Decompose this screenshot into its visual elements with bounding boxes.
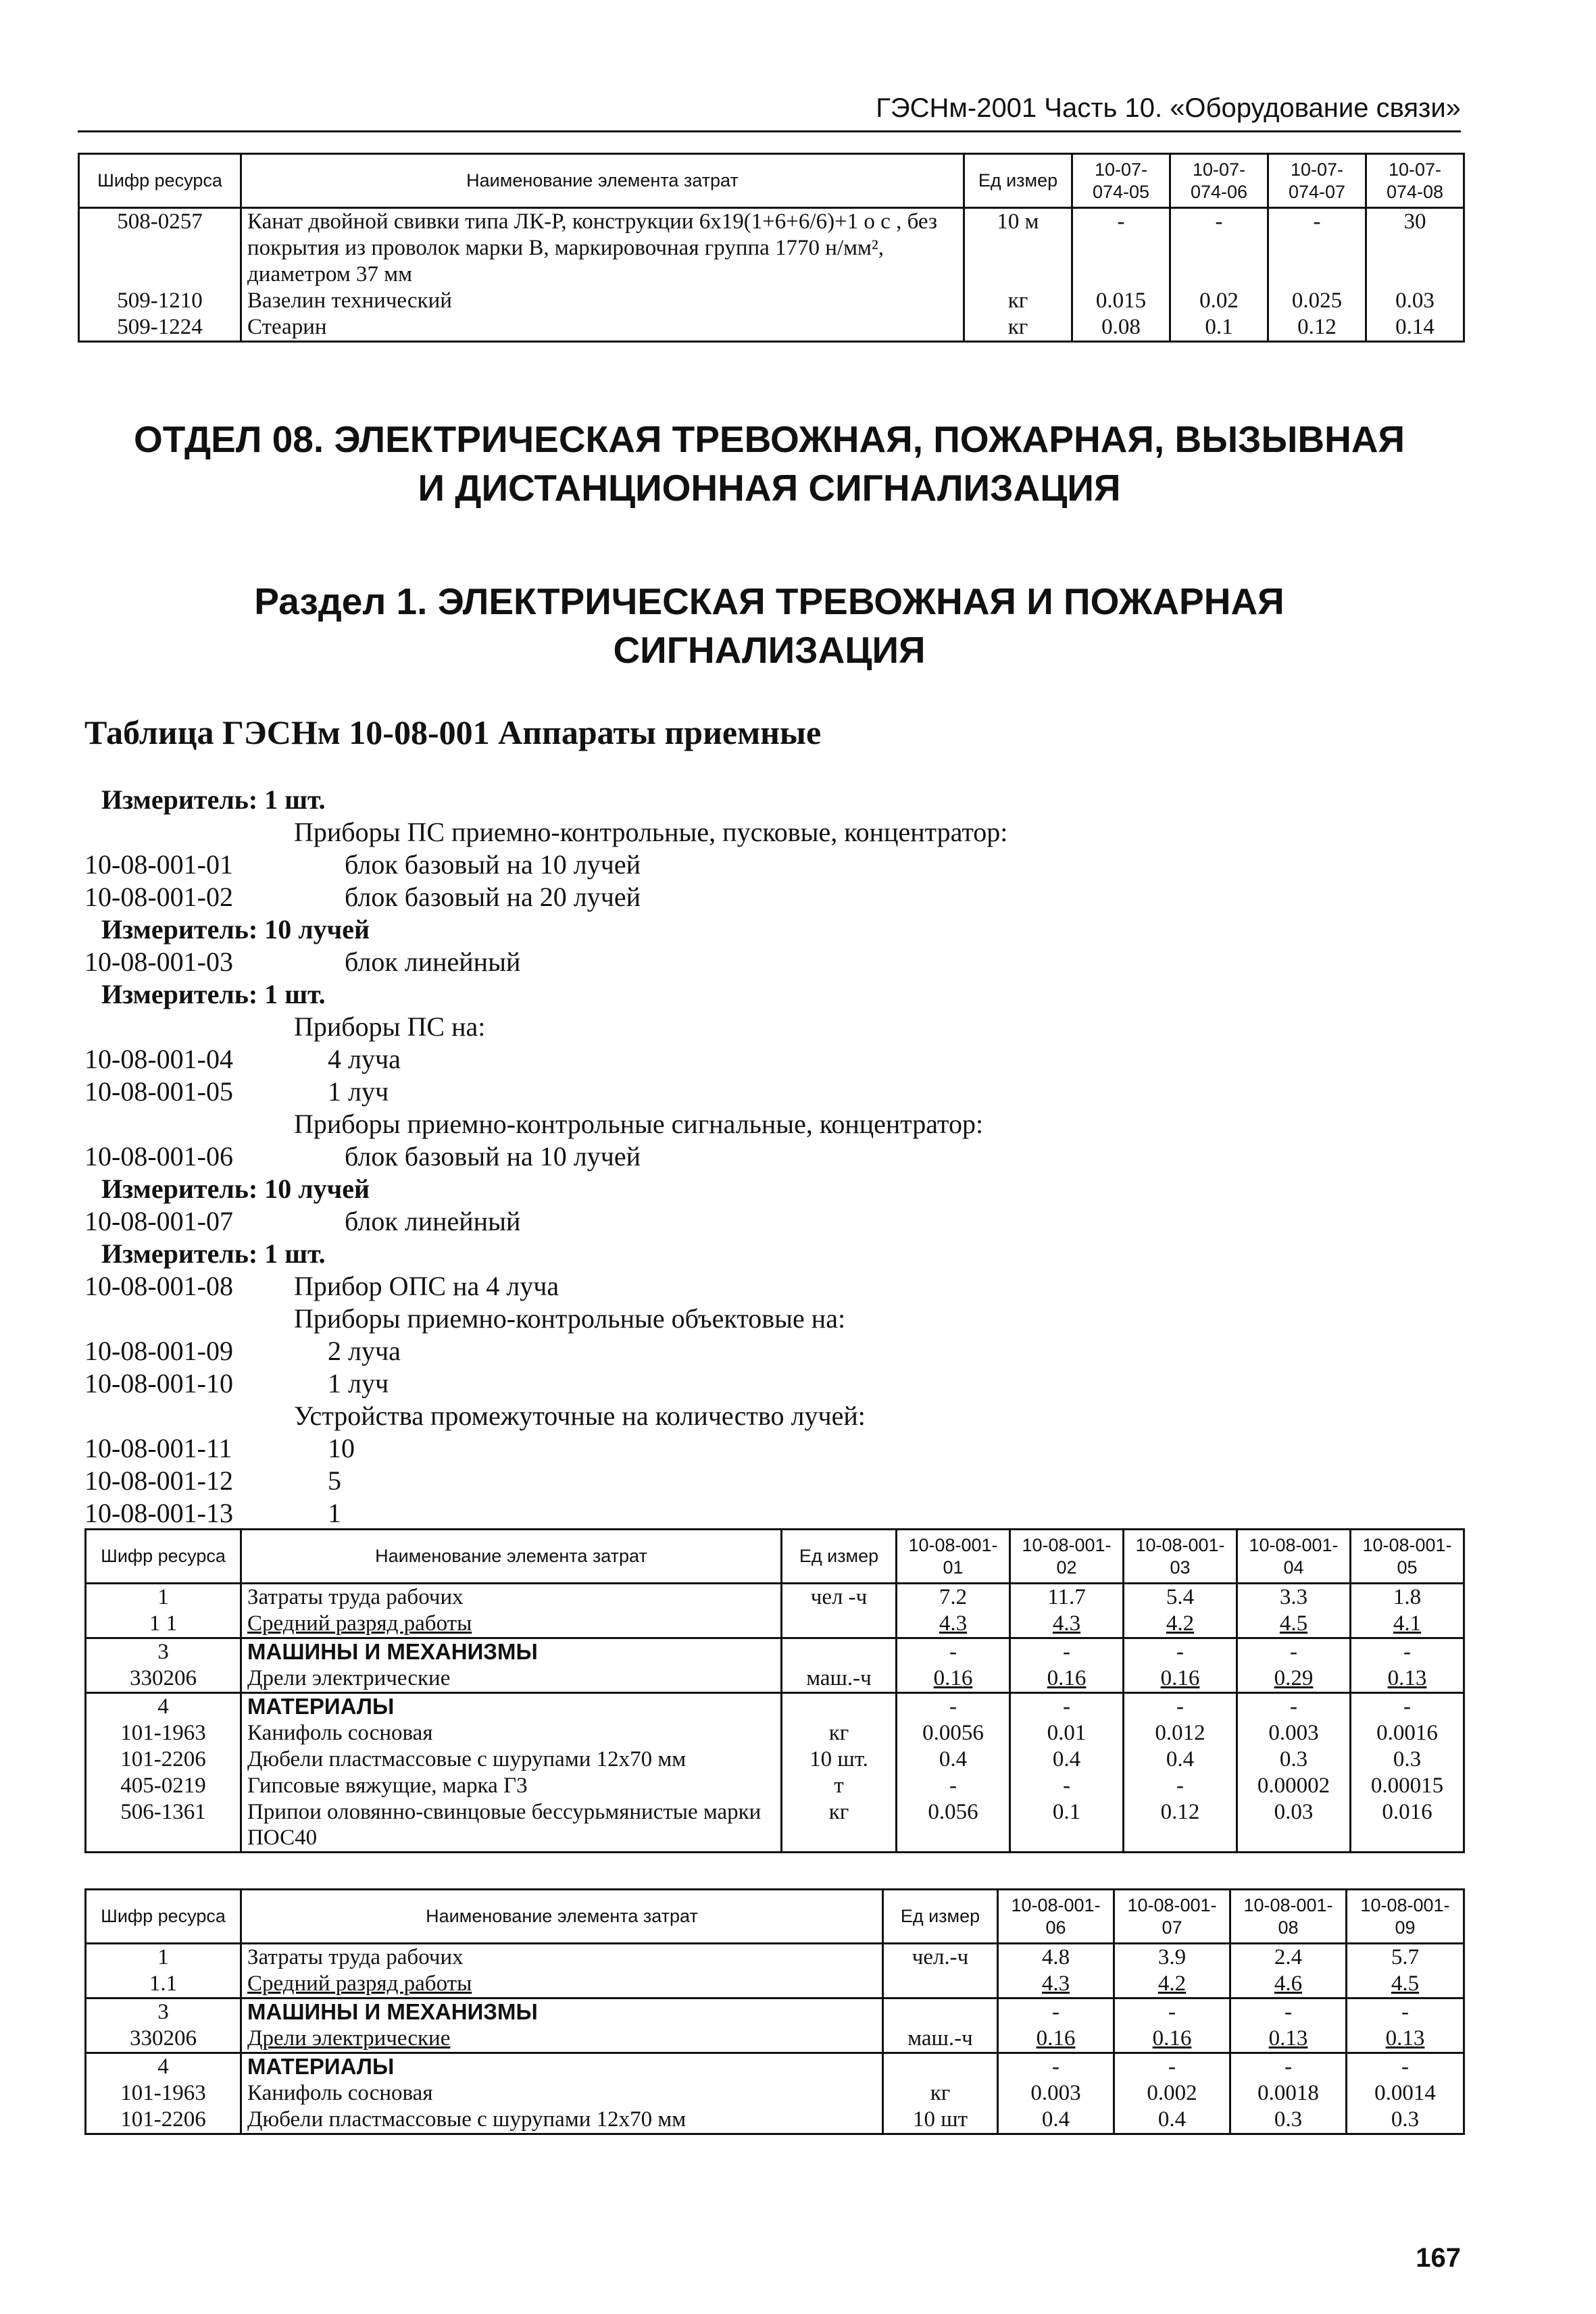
work-description: 1 [328,1498,341,1528]
resource-name: Затраты труда рабочих [241,1944,883,1971]
value-cell: 4.3 [897,1611,1010,1638]
unit: кг [964,288,1072,314]
value-cell: - [897,1773,1010,1799]
value-cell: 5.7 [1347,1944,1464,1971]
value-cell: 0.003 [1237,1720,1351,1746]
value-cell: - [998,1998,1114,2025]
value-cell: 0.002 [1114,2080,1230,2107]
resource-code: 4 [86,2053,241,2080]
table-row [86,1584,1464,1611]
value-cell: 0.08 [1072,314,1170,341]
work-code: 10-08-001-07 [84,1206,233,1236]
value-cell: - [897,1638,1010,1665]
value-cell: - [1124,1692,1237,1719]
resource-name: МАШИНЫ И МЕХАНИЗМЫ [241,1998,883,2025]
unit: 10 шт. [782,1746,897,1773]
unit [883,1971,998,1998]
value-cell: 0.12 [1268,314,1366,341]
value-cell: 5.4 [1124,1584,1237,1611]
value-cell: 4.2 [1114,1971,1230,1998]
measure-line: Измеритель: 1 шт. [101,979,326,1009]
value-cell: 0.4 [998,2107,1114,2134]
value-cell: 0.29 [1237,1665,1351,1692]
table-row [86,1638,1464,1665]
unit [782,1638,897,1665]
work-description: блок линейный [345,947,521,977]
value-cell: 0.12 [1124,1799,1237,1853]
value-cell: 7.2 [897,1584,1010,1611]
resource-name: МАТЕРИАЛЫ [241,2053,883,2080]
resource-table-b [84,1888,1465,2135]
value-cell: 0.012 [1124,1720,1237,1746]
resource-name: Дюбели пластмассовые с шурупами 12х70 мм [241,2107,883,2134]
value-cell: - [1230,1998,1347,2025]
resource-name: МАТЕРИАЛЫ [241,1692,782,1719]
work-description: 2 луча [328,1336,401,1366]
unit: т [782,1773,897,1799]
table-row [86,2080,1464,2107]
table-row [86,1971,1464,1998]
column-header: 10-08-001-06 [998,1890,1114,1944]
column-header: 10-08-001-09 [1347,1890,1464,1944]
value-cell: 0.003 [998,2080,1114,2107]
column-header: 10-07-074-06 [1170,154,1268,208]
value-cell: - [1347,1998,1464,2025]
value-cell: - [1351,1692,1464,1719]
column-header: 10-08-001-08 [1230,1890,1347,1944]
resource-name: Дюбели пластмассовые с шурупами 12х70 мм [241,1746,782,1773]
value-cell: - [1347,2053,1464,2080]
table-row [79,314,1464,341]
value-cell: 4.6 [1230,1971,1347,1998]
work-code: 10-08-001-10 [84,1368,233,1399]
resource-table-top [78,153,1465,343]
resource-name: МАШИНЫ И МЕХАНИЗМЫ [241,1638,782,1665]
column-header: Шифр ресурса [86,1530,241,1584]
work-description: 5 [328,1465,341,1496]
value-cell: 0.025 [1268,288,1366,314]
value-cell: 0.4 [1010,1746,1124,1773]
group-heading: Приборы приемно-контрольные сигнальные, концентратор: [294,1109,984,1139]
work-code: 10-08-001-08 [84,1271,233,1301]
work-code: 10-08-001-13 [84,1498,233,1528]
value-cell: 0.02 [1170,288,1268,314]
column-header: Ед измер [883,1890,998,1944]
value-cell: 0.3 [1230,2107,1347,2134]
table-row [86,1998,1464,2025]
group-heading: Приборы ПС приемно-контрольные, пусковые, концентратор: [294,817,1008,847]
resource-code: 1 1 [86,1611,241,1638]
table-row [86,1720,1464,1746]
column-header: Наименование элемента затрат [241,154,964,208]
column-header: Ед измер [964,154,1072,208]
column-header: 10-08-001-05 [1351,1530,1464,1584]
page-number: 167 [1416,2243,1461,2273]
value-cell: 4.3 [998,1971,1114,1998]
resource-name: Затраты труда рабочих [241,1584,782,1611]
unit: 10 м [964,208,1072,288]
work-description: блок базовый на 10 лучей [345,1141,641,1172]
resource-code: 506-1361 [86,1799,241,1853]
value-cell: 0.16 [1114,2026,1230,2053]
value-cell: 4.5 [1347,1971,1464,1998]
resource-table-a [84,1528,1465,1853]
value-cell: 0.16 [897,1665,1010,1692]
column-header: 10-07-074-07 [1268,154,1366,208]
column-header: 10-08-001-02 [1010,1530,1124,1584]
value-cell: - [1230,2053,1347,2080]
value-cell: - [1114,1998,1230,2025]
resource-name: Канифоль сосновая [241,1720,782,1746]
value-cell: 0.13 [1347,2026,1464,2053]
value-cell: - [1010,1638,1124,1665]
work-description: 10 [328,1433,355,1463]
value-cell: 0.4 [897,1746,1010,1773]
work-description: 1 луч [328,1368,389,1399]
value-cell: 1.8 [1351,1584,1464,1611]
unit [782,1692,897,1719]
unit: кг [964,314,1072,341]
value-cell: - [1010,1692,1124,1719]
column-header: 10-08-001-04 [1237,1530,1351,1584]
resource-code: 330206 [86,2026,241,2053]
unit: 10 шт [883,2107,998,2134]
section-title [78,578,1461,674]
work-code: 10-08-001-06 [84,1141,233,1172]
value-cell: 0.3 [1237,1746,1351,1773]
resource-name: Припои оловянно-свинцовые бессурьмянистые марки ПОС40 [241,1799,782,1853]
value-cell: - [1351,1638,1464,1665]
value-cell: 0.16 [1010,1665,1124,1692]
value-cell: 0.03 [1366,288,1464,314]
work-code: 10-08-001-03 [84,947,233,977]
resource-code: 3 [86,1638,241,1665]
work-code: 10-08-001-09 [84,1336,233,1366]
table-row [86,2107,1464,2134]
work-description: блок базовый на 20 лучей [345,882,641,912]
group-heading: Устройства промежуточные на количество лучей: [294,1401,866,1431]
section-title-line: Раздел 1. ЭЛЕКТРИЧЕСКАЯ ТРЕВОЖНАЯ И ПОЖАРНАЯ [254,580,1285,622]
value-cell: - [1237,1638,1351,1665]
value-cell: 0.1 [1170,314,1268,341]
value-cell: - [998,2053,1114,2080]
resource-code: 101-2206 [86,2107,241,2134]
column-header: 10-08-001-03 [1124,1530,1237,1584]
table-row [79,208,1464,288]
work-description: 1 луч [328,1076,389,1107]
unit: чел -ч [782,1584,897,1611]
column-header: Шифр ресурса [86,1890,241,1944]
department-title-line: ОТДЕЛ 08. ЭЛЕКТРИЧЕСКАЯ ТРЕВОЖНАЯ, ПОЖАРНАЯ, ВЫЗЫВНАЯ [133,418,1405,460]
column-header: 10-08-001-01 [897,1530,1010,1584]
column-header: 10-08-001-07 [1114,1890,1230,1944]
work-code: 10-08-001-12 [84,1465,233,1496]
work-description: блок базовый на 10 лучей [345,849,641,880]
table-row [86,2026,1464,2053]
value-cell: 0.0056 [897,1720,1010,1746]
value-cell: 0.16 [1124,1665,1237,1692]
unit: маш.-ч [883,2026,998,2053]
work-code: 10-08-001-05 [84,1076,233,1107]
value-cell: 0.00015 [1351,1773,1464,1799]
unit: маш.-ч [782,1665,897,1692]
table-row [86,1611,1464,1638]
value-cell: 0.16 [998,2026,1114,2053]
table-row [86,1665,1464,1692]
value-cell: 0.13 [1351,1665,1464,1692]
value-cell: 4.3 [1010,1611,1124,1638]
value-cell: - [1072,208,1170,288]
value-cell: 2.4 [1230,1944,1347,1971]
column-header: 10-07-074-05 [1072,154,1170,208]
resource-code: 3 [86,1998,241,2025]
work-description: блок линейный [345,1206,521,1236]
value-cell: 0.0016 [1351,1720,1464,1746]
value-cell: 0.14 [1366,314,1464,341]
resource-code: 101-2206 [86,1746,241,1773]
resource-name: Канат двойной свивки типа ЛК-Р, конструкции 6х19(1+6+6/6)+1 о с , без покрытия из проволок марки В, маркировочная группа 1770 н/мм², диаметром 37 мм [241,208,964,288]
value-cell: 0.3 [1351,1746,1464,1773]
column-header: Наименование элемента затрат [241,1890,883,1944]
value-cell: - [1114,2053,1230,2080]
resource-code: 4 [86,1692,241,1719]
measure-line: Измеритель: 10 лучей [101,914,370,945]
unit [782,1611,897,1638]
resource-name: Средний разряд работы [241,1611,782,1638]
value-cell: 0.03 [1237,1799,1351,1853]
table-row [86,1746,1464,1773]
resource-name: Дрели электрические [241,2026,883,2053]
value-cell: 0.015 [1072,288,1170,314]
table-row [86,1773,1464,1799]
resource-code: 1 [86,1584,241,1611]
column-header: Ед измер [782,1530,897,1584]
table-row [86,1944,1464,1971]
resource-name: Стеарин [241,314,964,341]
column-header: Шифр ресурса [79,154,241,208]
section-title-line: СИГНАЛИЗАЦИЯ [613,628,926,671]
value-cell: 0.016 [1351,1799,1464,1853]
resource-code: 405-0219 [86,1773,241,1799]
value-cell: 0.0018 [1230,2080,1347,2107]
value-cell: 0.00002 [1237,1773,1351,1799]
value-cell: 0.0014 [1347,2080,1464,2107]
unit: кг [883,2080,998,2107]
unit [883,2053,998,2080]
department-title-line: И ДИСТАНЦИОННАЯ СИГНАЛИЗАЦИЯ [418,466,1121,509]
group-heading: Приборы приемно-контрольные объектовые на: [294,1303,846,1334]
work-code: 10-08-001-11 [84,1433,232,1463]
resource-name: Вазелин технический [241,288,964,314]
column-header: 10-07-074-08 [1366,154,1464,208]
value-cell: 0.13 [1230,2026,1347,2053]
resource-code: 330206 [86,1665,241,1692]
group-heading: Приборы ПС на: [294,1011,486,1042]
value-cell: 3.9 [1114,1944,1230,1971]
value-cell: - [897,1692,1010,1719]
value-cell: 4.1 [1351,1611,1464,1638]
value-cell: - [1237,1692,1351,1719]
resource-name: Дрели электрические [241,1665,782,1692]
resource-code: 509-1210 [79,288,241,314]
unit: кг [782,1720,897,1746]
value-cell: 4.8 [998,1944,1114,1971]
resource-code: 101-1963 [86,1720,241,1746]
value-cell: - [1124,1638,1237,1665]
running-head: ГЭСНм-2001 Часть 10. «Оборудование связи» [78,93,1461,132]
table-row [86,1692,1464,1719]
unit: чел.-ч [883,1944,998,1971]
resource-name: Гипсовые вяжущие, марка Г3 [241,1773,782,1799]
resource-code: 101-1963 [86,2080,241,2107]
table-title: Таблица ГЭСНм 10-08-001 Аппараты приемные [84,713,822,751]
table-row [86,2053,1464,2080]
value-cell: 0.01 [1010,1720,1124,1746]
work-code: 10-08-001-02 [84,882,233,912]
value-cell: - [1268,208,1366,288]
value-cell: 11.7 [1010,1584,1124,1611]
measure-line: Измеритель: 1 шт. [101,784,326,815]
value-cell: 30 [1366,208,1464,288]
resource-code: 508-0257 [79,208,241,288]
value-cell: 0.4 [1114,2107,1230,2134]
value-cell: 0.1 [1010,1799,1124,1853]
unit [883,1998,998,2025]
work-description: Прибор ОПС на 4 луча [294,1271,559,1301]
resource-name: Средний разряд работы [241,1971,883,1998]
value-cell: 4.5 [1237,1611,1351,1638]
table-row [79,288,1464,314]
unit: кг [782,1799,897,1853]
measure-line: Измеритель: 10 лучей [101,1174,370,1204]
department-title [78,416,1461,512]
value-cell: - [1124,1773,1237,1799]
value-cell: 4.2 [1124,1611,1237,1638]
value-cell: - [1170,208,1268,288]
column-header: Наименование элемента затрат [241,1530,782,1584]
resource-code: 1 [86,1944,241,1971]
resource-code: 509-1224 [79,314,241,341]
value-cell: - [1010,1773,1124,1799]
resource-code: 1.1 [86,1971,241,1998]
work-description: 4 луча [328,1044,401,1074]
value-cell: 0.4 [1124,1746,1237,1773]
work-code: 10-08-001-01 [84,849,233,880]
work-code: 10-08-001-04 [84,1044,233,1074]
table-row [86,1799,1464,1853]
value-cell: 0.056 [897,1799,1010,1853]
measure-line: Измеритель: 1 шт. [101,1238,326,1269]
resource-name: Канифоль сосновая [241,2080,883,2107]
value-cell: 3.3 [1237,1584,1351,1611]
value-cell: 0.3 [1347,2107,1464,2134]
